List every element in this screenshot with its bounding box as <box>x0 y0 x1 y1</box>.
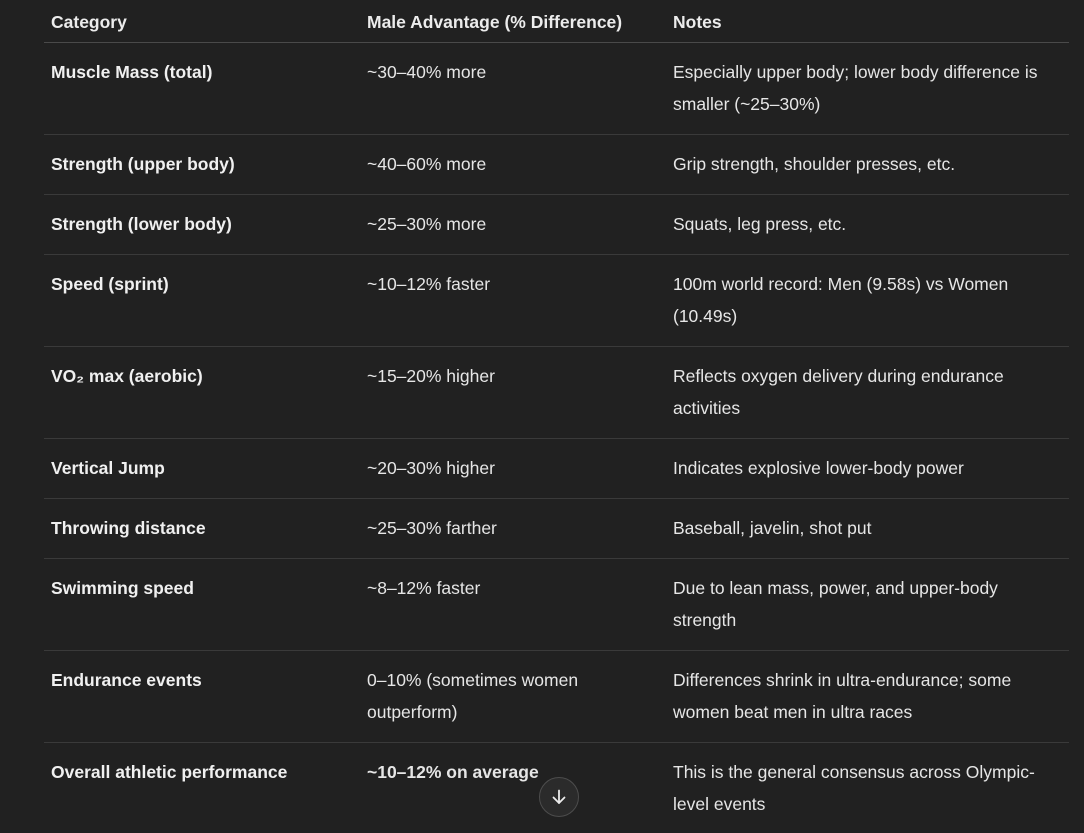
cell-notes: Differences shrink in ultra-endurance; some women beat men in ultra races <box>666 650 1069 742</box>
table-body <box>44 42 1069 833</box>
cell-category: Swimming speed <box>44 558 360 650</box>
cell-category: VO₂ max (aerobic) <box>44 346 360 438</box>
header-category: Category <box>44 0 360 42</box>
table-row <box>44 558 1069 650</box>
arrow-down-icon <box>549 787 569 807</box>
cell-category: Muscle Mass (total) <box>44 42 360 134</box>
cell-category: Speed (sprint) <box>44 254 360 346</box>
table-row <box>44 254 1069 346</box>
cell-category: Strength (lower body) <box>44 194 360 254</box>
cell-advantage: ~10–12% faster <box>360 254 666 346</box>
cell-notes: 100m world record: Men (9.58s) vs Women (10.49s) <box>666 254 1069 346</box>
cell-advantage: ~40–60% more <box>360 134 666 194</box>
cell-category: Strength (upper body) <box>44 134 360 194</box>
header-notes: Notes <box>666 0 1069 42</box>
cell-advantage: ~25–30% farther <box>360 498 666 558</box>
cell-advantage: ~10–12% on average <box>367 761 539 782</box>
table-row <box>44 134 1069 194</box>
header-male-advantage: Male Advantage (% Difference) <box>360 0 666 42</box>
comparison-table-container <box>44 0 1069 833</box>
table-row <box>44 498 1069 558</box>
cell-notes: Due to lean mass, power, and upper-body strength <box>666 558 1069 650</box>
cell-notes: Indicates explosive lower-body power <box>666 438 1069 498</box>
cell-advantage: ~15–20% higher <box>360 346 666 438</box>
cell-notes: Baseball, javelin, shot put <box>666 498 1069 558</box>
cell-advantage: ~25–30% more <box>360 194 666 254</box>
cell-advantage: ~30–40% more <box>360 42 666 134</box>
cell-notes: Reflects oxygen delivery during endurance activities <box>666 346 1069 438</box>
cell-notes: Grip strength, shoulder presses, etc. <box>666 134 1069 194</box>
cell-advantage: 0–10% (sometimes women outperform) <box>360 650 666 742</box>
cell-advantage: ~8–12% faster <box>360 558 666 650</box>
cell-notes: This is the general consensus across Olympic-level events <box>673 761 1035 814</box>
cell-category: Overall athletic performance <box>51 761 288 782</box>
table-row <box>44 346 1069 438</box>
table-row <box>44 194 1069 254</box>
cell-notes: Squats, leg press, etc. <box>666 194 1069 254</box>
table-header <box>44 0 1069 42</box>
table-row <box>44 650 1069 742</box>
cell-notes: Especially upper body; lower body difference is smaller (~25–30%) <box>666 42 1069 134</box>
cell-category: Vertical Jump <box>44 438 360 498</box>
comparison-table <box>44 0 1069 833</box>
cell-category: Endurance events <box>44 650 360 742</box>
cell-advantage: ~20–30% higher <box>360 438 666 498</box>
scroll-to-bottom-button[interactable] <box>539 777 579 817</box>
table-row <box>44 42 1069 134</box>
cell-category: Throwing distance <box>44 498 360 558</box>
header-row <box>44 0 1069 42</box>
table-row <box>44 438 1069 498</box>
